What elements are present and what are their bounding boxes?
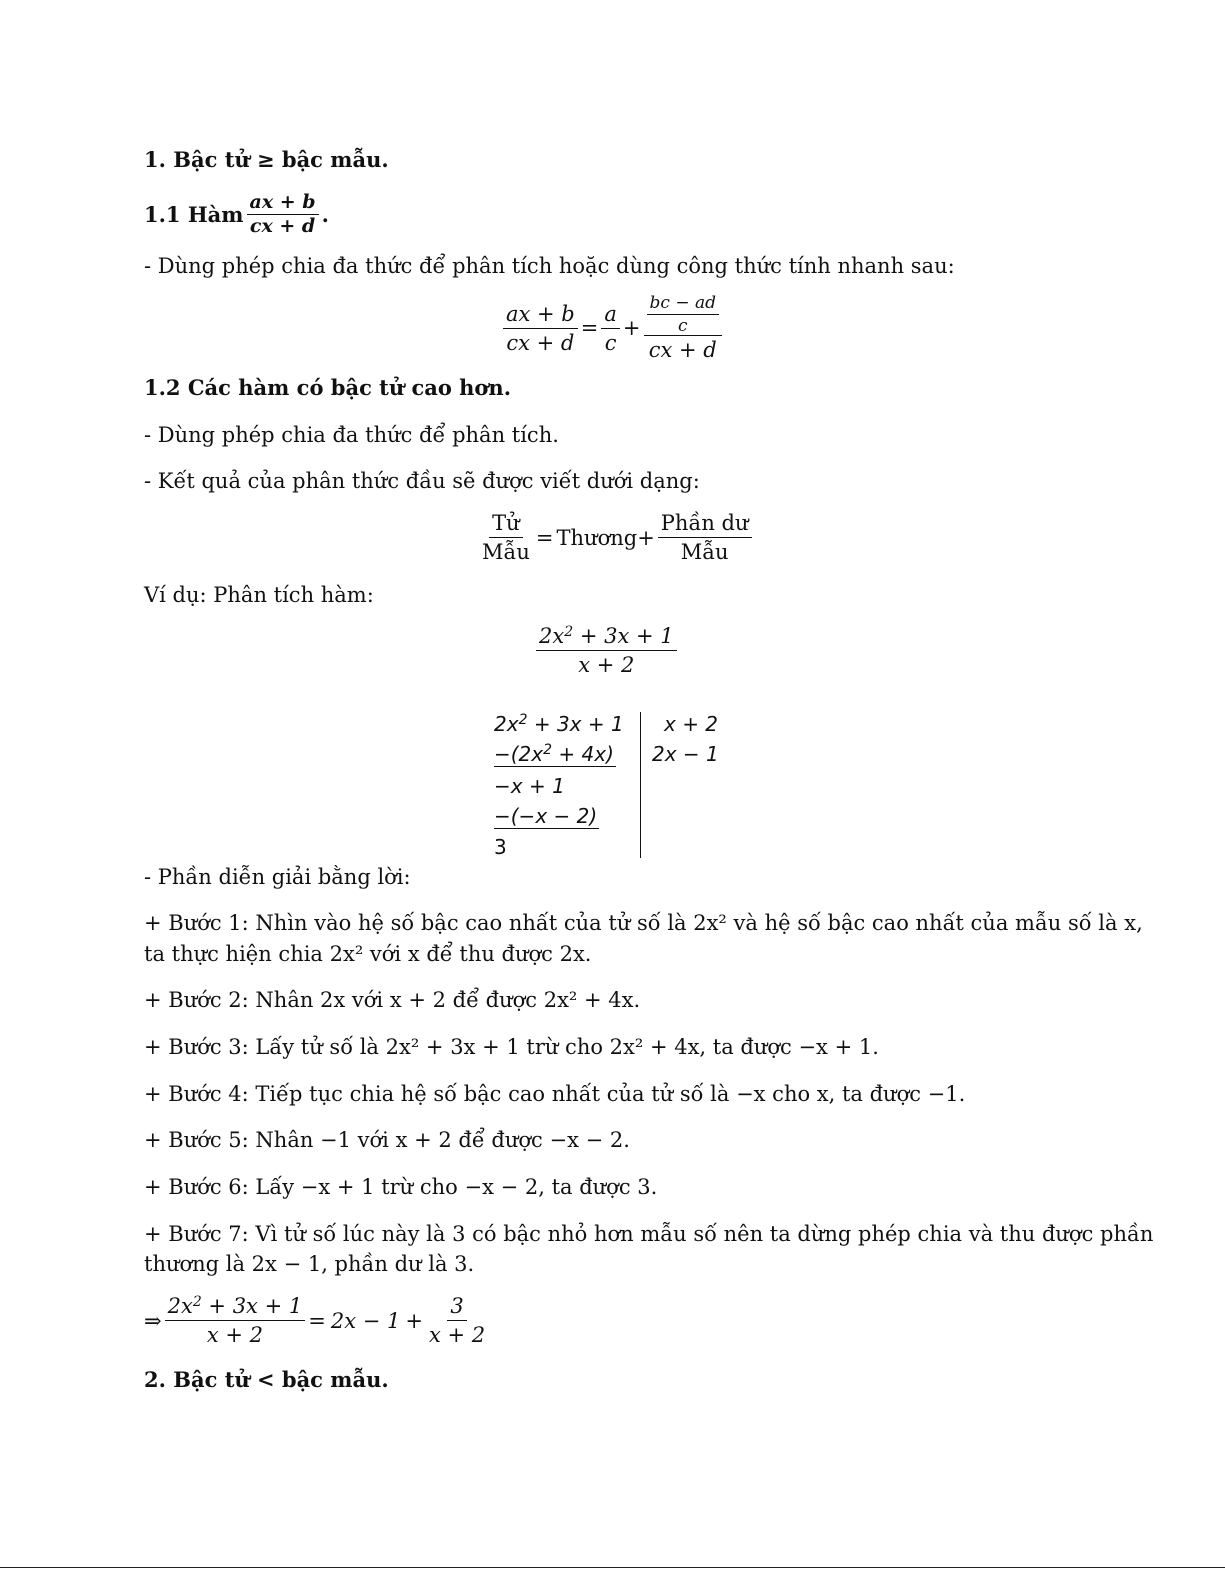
long-division-divisor: x + 2 [664,712,719,736]
step-2: + Bước 2: Nhân 2x với x + 2 để được 2x² + 4x. [144,988,641,1012]
long-division-quotient: 2x − 1 [652,742,719,766]
long-division-final-remainder: 3 [494,835,507,859]
paragraph-use-division: - Dùng phép chia đa thức để phân tích. [144,423,559,447]
paragraph-quick-formula: - Dùng phép chia đa thức để phân tích hoặc dùng công thức tính nhanh sau: [144,254,955,278]
formula-quick-division: $\frac{ax + b}{cx + d}$ = $\frac{a}{c}$ + $\frac{\frac{bc - ad}{c}}{cx + d}$ [500,294,725,362]
heading-section-1-1: 1.1 Hàm $\frac{ax + b}{cx + d}$ . [144,191,329,237]
step-7-line-2: thương là 2x − 1, phần dư là 3. [144,1252,475,1276]
formula-result: ⇒ $\frac{2x^2 + 3x + 1}{x + 2}$ = 2x − 1 + $\frac{3}{x + 2}$ [144,1294,486,1347]
formula-quotient-remainder: $\frac{\text{Tử}}{\text{Mẫu}}$ = Thương + $\frac{\text{Phần dư}}{\text{Mẫu}}$ [476,511,755,564]
heading-fraction: $\frac{ax + b}{cx + d}$ [247,193,319,236]
step-7-line-1: + Bước 7: Vì tử số lúc này là 3 có bậc nhỏ hơn mẫu số nên ta dừng phép chia và thu được phần [144,1222,1154,1246]
step-1-line-1: + Bước 1: Nhìn vào hệ số bậc cao nhất của tử số là 2x² và hệ số bậc cao nhất của mẫu số là x, [144,911,1143,935]
heading-section-2: 2. Bậc tử < bậc mẫu. [144,1367,389,1392]
paragraph-result-form: - Kết quả của phân thức đầu sẽ được viết dưới dạng: [144,469,700,493]
long-division-dividend: $2x^2 + 3x + 1$ [494,712,624,736]
long-division-remainder-1: −x + 1 [494,774,565,798]
step-5: + Bước 5: Nhân −1 với x + 2 để được −x − 2. [144,1128,630,1152]
heading-section-1-2: 1.2 Các hàm có bậc tử cao hơn. [144,375,512,400]
paragraph-explanation: - Phần diễn giải bằng lời: [144,865,411,889]
long-division-subtract-2: −(−x − 2) [494,804,598,828]
step-4: + Bước 4: Tiếp tục chia hệ số bậc cao nhất của tử số là −x cho x, ta được −1. [144,1082,966,1106]
long-division [494,712,734,862]
step-3: + Bước 3: Lấy tử số là 2x² + 3x + 1 trừ cho 2x² + 4x, ta được −x + 1. [144,1035,879,1059]
heading-section-1: 1. Bậc tử ≥ bậc mẫu. [144,147,389,172]
step-1-line-2: ta thực hiện chia 2x² với x để thu được 2x. [144,942,592,966]
step-6: + Bước 6: Lấy −x + 1 trừ cho −x − 2, ta được 3. [144,1175,658,1199]
long-division-bar [640,712,641,858]
long-division-subtract-1: $-(2x^2 + 4x)$ [494,742,614,766]
paragraph-example: Ví dụ: Phân tích hàm: [144,583,374,607]
formula-example-function: $\frac{2x^2 + 3x + 1}{x + 2}$ [533,624,680,677]
page-bottom-rule [0,1567,1225,1568]
